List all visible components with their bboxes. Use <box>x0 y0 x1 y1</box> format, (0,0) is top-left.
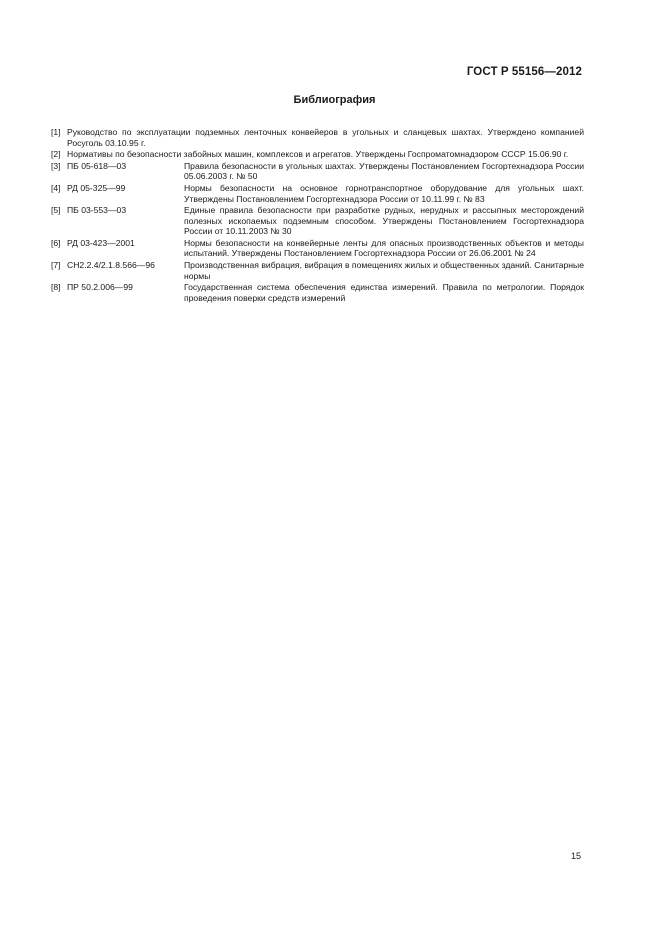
entry-text: Руководство по эксплуатации подземных ленточных конвейеров в угольных и сланцевых шахтах. Утверждено компанией Росуголь 03.10.95 г. <box>67 127 584 148</box>
entry-code: РД 03-423—2001 <box>67 237 135 248</box>
entry-text: Государственная система обеспечения единства измерений. Правила по метрологии. Порядок проведения поверки средств измерений <box>184 282 584 303</box>
entry-text: Производственная вибрация, вибрация в помещениях жилых и общественных зданий. Санитарные нормы <box>184 260 584 281</box>
entry-number: [5] <box>51 205 61 216</box>
entry-number: [4] <box>51 183 61 194</box>
entry-text: Единые правила безопасности при разработке рудных, нерудных и рассыпных месторождений полезных ископаемых подземным способом. Утверждены Постановлением Госгортехнадзора России от 10.11.2003 № 30 <box>184 205 584 237</box>
page-number: 15 <box>571 851 582 861</box>
entry-code: ПБ 03-553—03 <box>67 205 127 216</box>
entry-text: Нормы безопасности на конвейерные ленты для опасных производственных объектов и методы испытаний. Утверждены Постановлением Госгортехнадзора России от 26.06.2001 № 24 <box>184 237 584 259</box>
entry-code: СН2.2.4/2.1.8.566—96 <box>67 260 155 271</box>
entry-code: РД 05-325—99 <box>67 183 126 194</box>
bibliography-entry <box>51 238 584 259</box>
bibliography-entry <box>51 127 584 148</box>
entry-text: Нормы безопасности на основное горнотранспортное оборудование для угольных шахт. Утверждены Постановлением Госгортехнадзора России от 10.11.99 г. № 83 <box>184 183 584 204</box>
bibliography-entry <box>51 282 584 303</box>
entry-number: [7] <box>51 260 61 271</box>
bibliography-entry <box>51 161 584 182</box>
bibliography-entry <box>51 205 584 237</box>
entry-code: ПБ 05-618—03 <box>67 160 127 171</box>
entry-code: ПР 50.2.006—99 <box>67 282 133 293</box>
bibliography-entry <box>51 183 584 204</box>
bibliography-entry <box>51 260 584 281</box>
entry-number: [2] <box>51 149 61 160</box>
entry-text: Нормативы по безопасности забойных машин, комплексов и агрегатов. Утверждены Госпроматомнадзором СССР 15.06.90 г. <box>67 149 569 160</box>
bibliography-list <box>51 127 584 305</box>
entry-number: [6] <box>51 237 61 248</box>
bibliography-entry <box>51 149 584 160</box>
page-title: Библиография <box>293 94 376 106</box>
entry-number: [1] <box>51 127 61 137</box>
entry-text: Правила безопасности в угольных шахтах. Утверждены Постановлением Госгортехнадзора России 05.06.2003 г. № 50 <box>184 160 584 182</box>
entry-number: [8] <box>51 282 61 293</box>
document-header-standard-code: ГОСТ Р 55156—2012 <box>466 66 582 78</box>
entry-number: [3] <box>51 160 61 171</box>
